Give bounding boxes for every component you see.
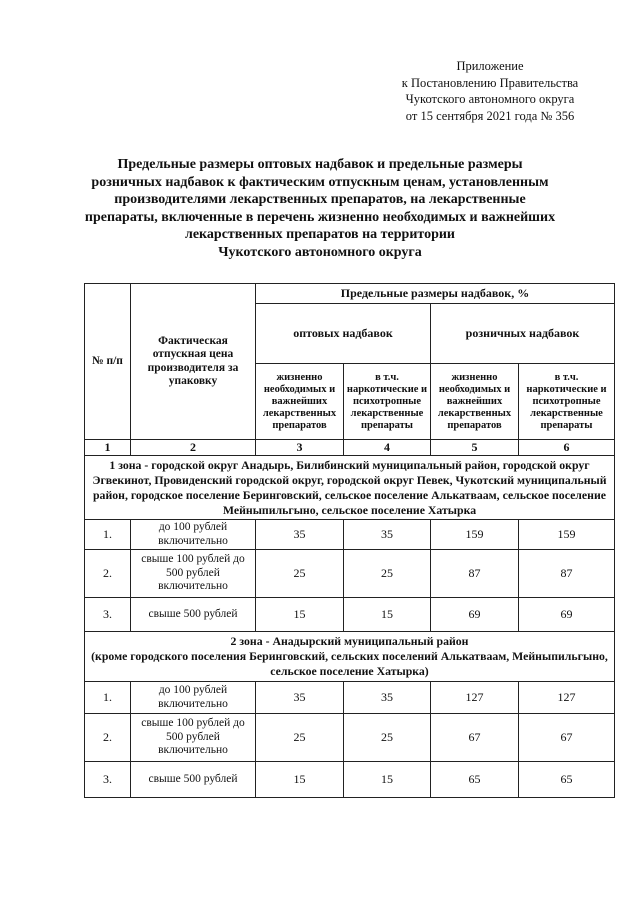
title-line: производителями лекарственных препаратов, на лекарственные xyxy=(114,192,526,208)
retail-narcotic-value: 69 xyxy=(519,598,615,632)
zone-1-title: 1 зона - городской округ Анадырь, Билибинский муниципальный район, городской округ Эгвекинот, Провиденский городской округ, городской округ Певек, Чукотский муниципальный район, городское поселение Беринговский, сельское поселение Алькатваам, сельское поселение Мейныпильгыно, сельское поселение Хатырка xyxy=(85,456,615,520)
price-range: свыше 100 рублей до 500 рублей включительно xyxy=(131,550,256,598)
retail-vital-value: 87 xyxy=(431,550,519,598)
title-line: розничных надбавок к фактическим отпускным ценам, установленным xyxy=(91,174,549,190)
header-retail-narcotic: в т.ч. наркотические и психотропные лекарственные препараты xyxy=(519,364,615,440)
column-number: 5 xyxy=(431,440,519,456)
header-wholesale-narcotic: в т.ч. наркотические и психотропные лекарственные препараты xyxy=(344,364,431,440)
header-wholesale-vital: жизненно необходимых и важнейших лекарственных препаратов xyxy=(256,364,344,440)
title-line: лекарственных препаратов на территории xyxy=(184,227,455,243)
header-retail: розничных надбавок xyxy=(431,304,615,364)
markup-table xyxy=(84,283,615,798)
column-number: 2 xyxy=(131,440,256,456)
table-row xyxy=(85,682,615,714)
zone-2-subtitle: (кроме городского поселения Беринговский, сельских поселений Алькатваам, Мейныпильгыно, сельское поселение Хатырка) xyxy=(91,649,608,678)
header-num: № п/п xyxy=(85,284,131,440)
wholesale-narcotic-value: 25 xyxy=(344,550,431,598)
column-number: 3 xyxy=(256,440,344,456)
header-retail-vital: жизненно необходимых и важнейших лекарственных препаратов xyxy=(431,364,519,440)
retail-vital-value: 67 xyxy=(431,714,519,762)
price-range: до 100 рублей включительно xyxy=(131,682,256,714)
retail-vital-value: 65 xyxy=(431,762,519,798)
retail-narcotic-value: 87 xyxy=(519,550,615,598)
wholesale-narcotic-value: 15 xyxy=(344,762,431,798)
price-range: свыше 500 рублей xyxy=(131,762,256,798)
row-number: 1. xyxy=(85,520,131,550)
header-limits: Предельные размеры надбавок, % xyxy=(256,284,615,304)
header-wholesale: оптовых надбавок xyxy=(256,304,431,364)
table-row xyxy=(85,550,615,598)
zone-2-title-line: 2 зона - Анадырский муниципальный район xyxy=(230,634,469,648)
wholesale-vital-value: 25 xyxy=(256,550,344,598)
zone-2-title xyxy=(85,632,615,682)
appendix-line: от 15 сентября 2021 года № 356 xyxy=(405,108,575,123)
wholesale-vital-value: 35 xyxy=(256,520,344,550)
retail-narcotic-value: 65 xyxy=(519,762,615,798)
row-number: 1. xyxy=(85,682,131,714)
row-number: 3. xyxy=(85,762,131,798)
price-range: свыше 100 рублей до 500 рублей включительно xyxy=(131,714,256,762)
wholesale-vital-value: 15 xyxy=(256,598,344,632)
appendix-block xyxy=(380,58,600,124)
appendix-line: к Постановлению Правительства xyxy=(401,75,579,90)
wholesale-narcotic-value: 15 xyxy=(344,598,431,632)
column-number: 1 xyxy=(85,440,131,456)
column-number: 6 xyxy=(519,440,615,456)
retail-vital-value: 127 xyxy=(431,682,519,714)
header-price: Фактическая отпускная цена производителя за упаковку xyxy=(131,284,256,440)
table-row xyxy=(85,714,615,762)
title-line: Чукотского автономного округа xyxy=(218,244,422,260)
wholesale-vital-value: 15 xyxy=(256,762,344,798)
retail-narcotic-value: 127 xyxy=(519,682,615,714)
wholesale-narcotic-value: 35 xyxy=(344,682,431,714)
appendix-line: Приложение xyxy=(456,59,524,73)
title-line: Предельные размеры оптовых надбавок и предельные размеры xyxy=(117,157,523,172)
table-row xyxy=(85,598,615,632)
table-row xyxy=(85,762,615,798)
price-range: свыше 500 рублей xyxy=(131,598,256,632)
row-number: 2. xyxy=(85,550,131,598)
wholesale-narcotic-value: 35 xyxy=(344,520,431,550)
price-range: до 100 рублей включительно xyxy=(131,520,256,550)
table-row xyxy=(85,520,615,550)
appendix-line: Чукотского автономного округа xyxy=(405,92,575,106)
row-number: 2. xyxy=(85,714,131,762)
wholesale-vital-value: 25 xyxy=(256,714,344,762)
retail-narcotic-value: 159 xyxy=(519,520,615,550)
column-number: 4 xyxy=(344,440,431,456)
retail-vital-value: 69 xyxy=(431,598,519,632)
wholesale-narcotic-value: 25 xyxy=(344,714,431,762)
retail-vital-value: 159 xyxy=(431,520,519,550)
document-title xyxy=(70,156,570,262)
row-number: 3. xyxy=(85,598,131,632)
title-line: препараты, включенные в перечень жизненно необходимых и важнейших xyxy=(84,209,556,225)
retail-narcotic-value: 67 xyxy=(519,714,615,762)
wholesale-vital-value: 35 xyxy=(256,682,344,714)
